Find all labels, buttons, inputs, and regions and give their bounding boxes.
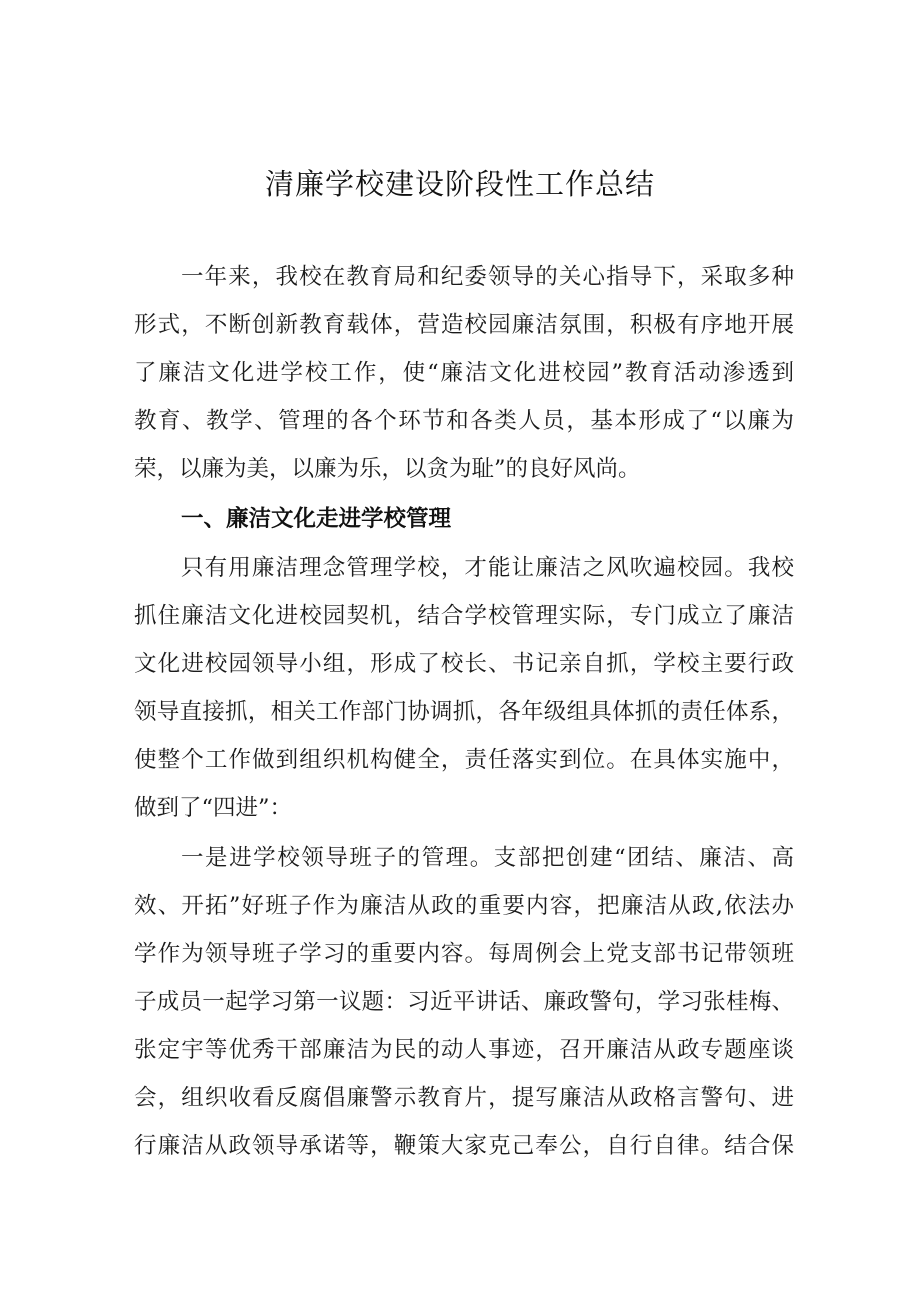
text-line: 只有用廉洁理念管理学校，才能让廉洁之风吹遍校园。我校 [181,555,794,581]
section1-paragraph [134,544,794,832]
text-line: 学作为领导班子学习的重要内容。每周例会上党支部书记带领班 [134,941,794,967]
text-line: 一是进学校领导班子的管理。支部把创建“团结、廉洁、高 [181,845,794,871]
text-line: 了廉洁文化进学校工作，使“廉洁文化进校园”教育活动渗透到 [134,360,794,386]
text-line: 会，组织收看反腐倡廉警示教育片，提写廉洁从政格言警句、进 [134,1085,794,1111]
text-line: 荣，以廉为美，以廉为乐，以贪为耻”的良好风尚。 [134,456,641,482]
page-title: 清廉学校建设阶段性工作总结 [264,167,655,201]
text-line: 子成员一起学习第一议题：习近平讲话、廉政警句，学习张桂梅、 [134,989,794,1015]
text-line: 抓住廉洁文化进校园契机，结合学校管理实际，专门成立了廉洁 [134,603,794,629]
section-heading: 一、廉洁文化走进学校管理 [181,506,452,532]
text-line: 张定宇等优秀干部廉洁为民的动人事迹，召开廉洁从政专题座谈 [134,1037,794,1063]
text-line: 领导直接抓，相关工作部门协调抓，各年级组具体抓的责任体系， [134,699,794,725]
point1-paragraph [134,834,794,1170]
text-line: 行廉洁从政领导承诺等，鞭策大家克己奉公，自行自律。结合保 [134,1133,794,1159]
text-line: 做到了“四进”： [134,795,293,821]
text-line: 效、开拓”好班子作为廉洁从政的重要内容，把廉洁从政,依法办 [134,893,794,919]
text-line: 教育、教学、管理的各个环节和各类人员，基本形成了“以廉为 [134,408,794,434]
intro-paragraph [134,253,794,493]
text-line: 一年来，我校在教育局和纪委领导的关心指导下，采取多种 [181,264,794,290]
text-line: 使整个工作做到组织机构健全，责任落实到位。在具体实施中， [134,747,794,773]
text-line: 形式，不断创新教育载体，营造校园廉洁氛围，积极有序地开展 [134,312,794,338]
text-line: 文化进校园领导小组，形成了校长、书记亲自抓，学校主要行政 [134,651,794,677]
